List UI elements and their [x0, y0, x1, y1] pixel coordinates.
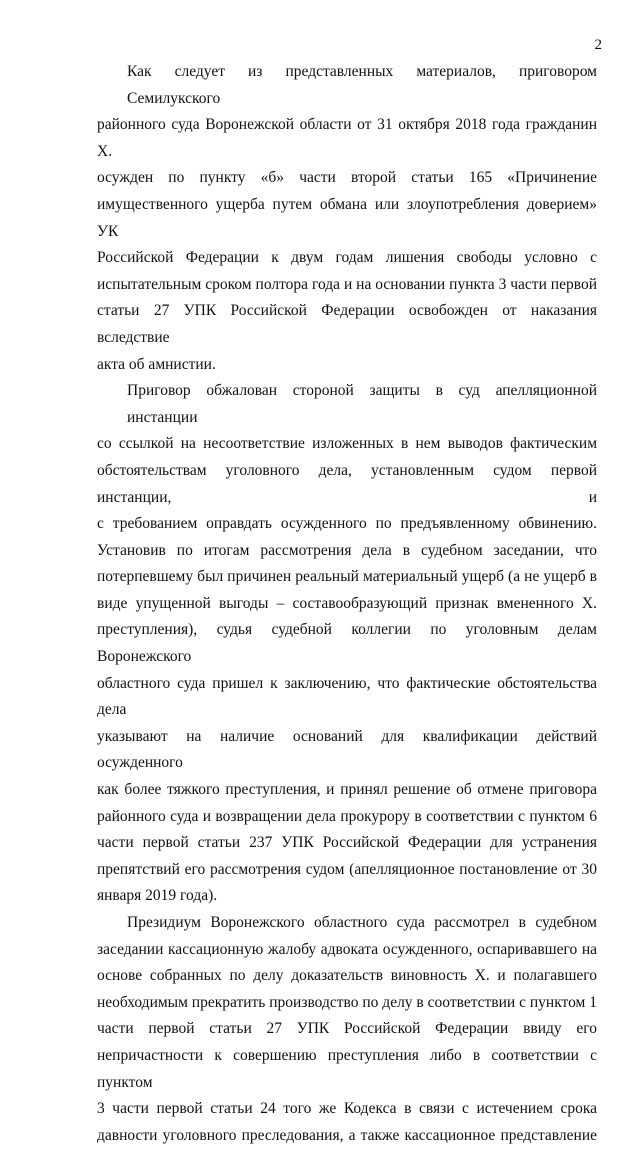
- paragraph-3-line-6: непричастности к совершению преступления либо в соответствии с пунктом: [97, 1046, 597, 1091]
- paragraph-3-line-5: части первой статьи 27 УПК Российской Федерации ввиду его: [97, 1020, 597, 1038]
- paragraph-2-line-7: виде упущенной выгоды – составообразующий признак вмененного Х.: [97, 594, 597, 612]
- paragraph-1-line-7: статьи 27 УПК Российской Федерации освобожден от наказания вследствие: [97, 302, 597, 346]
- paragraph-2-line-4: с требованием оправдать осужденного по предъявленному обвинению.: [97, 515, 597, 533]
- paragraph-1-line-4: имущественного ущерба путем обмана или злоупотребления доверием» УК: [97, 195, 597, 240]
- paragraph-2-line-10: указывают на наличие оснований для квалификации действий осужденного: [97, 727, 597, 772]
- paragraph-2-line-6: потерпевшему был причинен реальный материальный ущерб (а не ущерб в: [97, 568, 597, 586]
- paragraph-2-line-13: части первой статьи 237 УПК Российской Федерации для устранения: [97, 834, 597, 852]
- paragraph-2-line-5: Установив по итогам рассмотрения дела в судебном заседании, что: [97, 541, 597, 559]
- paragraph-3-line-7: 3 части первой статьи 24 того же Кодекса в связи с истечением срока: [97, 1100, 597, 1118]
- paragraph-3-line-2: заседании кассационную жалобу адвоката осужденного, оспаривавшего на: [97, 940, 597, 958]
- paragraph-1-line-1: Как следует из представленных материалов, приговором Семилукского: [127, 63, 597, 107]
- paragraph-2-line-15: января 2019 года).: [97, 887, 218, 905]
- page-number: 2: [594, 37, 602, 53]
- paragraph-3-line-1: Президиум Воронежского областного суда рассмотрел в судебном: [127, 914, 597, 931]
- paragraph-1-line-3: осужден по пункту «б» части второй статьи 165 «Причинение: [97, 169, 597, 187]
- paragraph-2-line-3: обстоятельствам уголовного дела, установленным судом первой инстанции, и: [97, 461, 597, 506]
- paragraph-2-line-9: областного суда пришел к заключению, что фактические обстоятельства дела: [97, 674, 597, 719]
- paragraph-2-line-2: со ссылкой на несоответствие изложенных в нем выводов фактическим: [97, 435, 597, 453]
- paragraph-1-line-8: акта об амнистии.: [97, 355, 216, 373]
- paragraph-3-line-4: необходимым прекратить производство по делу в соответствии с пунктом 1: [97, 993, 597, 1011]
- paragraph-1-line-2: районного суда Воронежской области от 31 октября 2018 года гражданин Х.: [97, 116, 597, 160]
- paragraph-3-line-8: давности уголовного преследования, а также кассационное представление: [97, 1126, 597, 1144]
- paragraph-2-line-12: районного суда и возвращении дела прокурору в соответствии с пунктом 6: [97, 807, 597, 825]
- paragraph-2-line-8: преступления), судья судебной коллегии по уголовным делам Воронежского: [97, 621, 597, 666]
- paragraph-2-line-1: Приговор обжалован стороной защиты в суд апелляционной инстанции: [127, 382, 597, 426]
- paragraph-1-line-5: Российской Федерации к двум годам лишения свободы условно с: [97, 249, 597, 267]
- paragraph-2-line-11: как более тяжкого преступления, и принял решение об отмене приговора: [97, 781, 597, 799]
- document-body: [97, 59, 597, 1149]
- paragraph-2-line-14: препятствий его рассмотрения судом (апелляционное постановление от 30: [97, 860, 597, 878]
- paragraph-3-line-3: основе собранных по делу доказательств виновность Х. и полагавшего: [97, 967, 597, 985]
- paragraph-1-line-6: испытательным сроком полтора года и на основании пункта 3 части первой: [97, 275, 597, 293]
